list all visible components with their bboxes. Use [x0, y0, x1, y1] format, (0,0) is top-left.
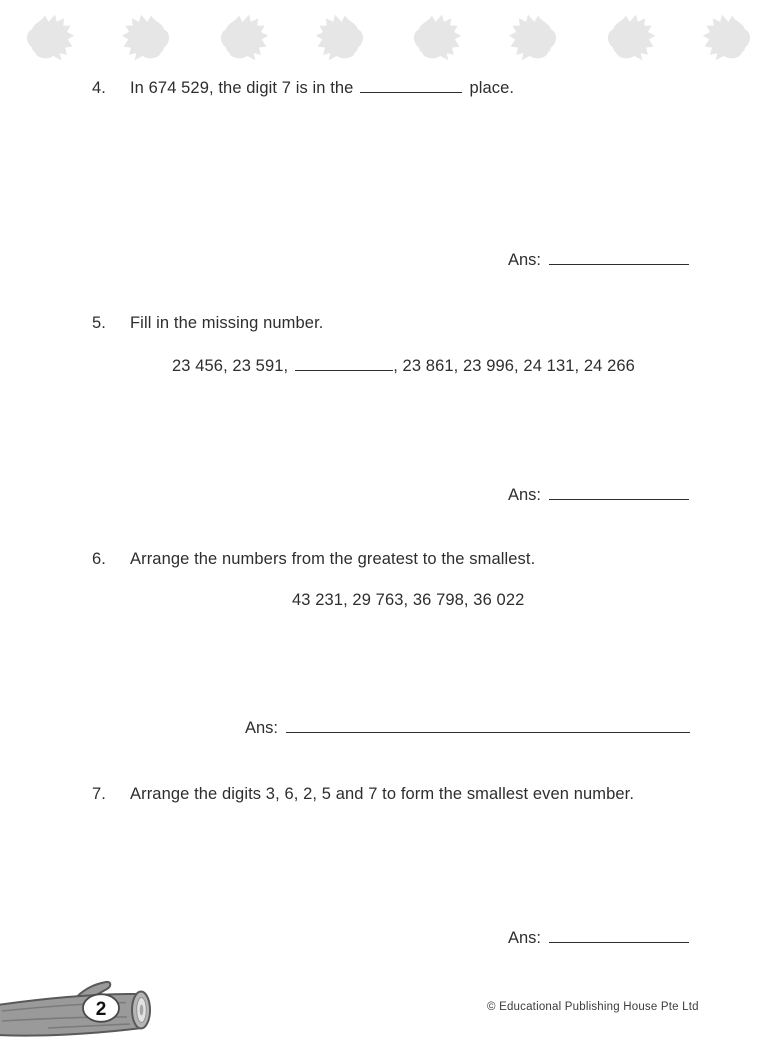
answer-row-7 [508, 928, 689, 948]
copyright-text: © Educational Publishing House Pte Ltd [487, 1001, 699, 1013]
question-5-number: 5. [92, 314, 106, 332]
decor-shape-row [22, 8, 755, 66]
answer-row-4 [508, 250, 689, 270]
page-number-log-icon [0, 980, 155, 1042]
question-5-inline-blank[interactable] [295, 356, 393, 371]
question-5-text: Fill in the missing number. [130, 314, 324, 332]
hedgehog-blob-icon [216, 10, 271, 65]
question-6-text: Arrange the numbers from the greatest to the smallest. [130, 550, 536, 568]
answer-6-blank[interactable] [286, 718, 690, 733]
answer-5-label: Ans: [508, 486, 542, 504]
page-number: 2 [95, 999, 107, 1020]
question-6 [92, 549, 535, 570]
question-4-number: 4. [92, 79, 106, 97]
answer-7-blank[interactable] [549, 928, 689, 943]
answer-5-blank[interactable] [549, 485, 689, 500]
question-7-number: 7. [92, 785, 106, 803]
question-5 [92, 313, 323, 334]
hedgehog-blob-icon [313, 10, 368, 65]
hedgehog-blob-icon [22, 10, 77, 65]
question-5-sequence: 23 456, 23 591, , 23 861, 23 996, 24 131, 24 266 [172, 357, 635, 375]
answer-6-label: Ans: [245, 719, 279, 737]
hedgehog-blob-icon [603, 10, 658, 65]
answer-4-blank[interactable] [549, 250, 689, 265]
question-4-text: In 674 529, the digit 7 is in the place. [130, 79, 515, 97]
answer-7-label: Ans: [508, 929, 542, 947]
question-7 [92, 784, 634, 805]
hedgehog-blob-icon [409, 10, 464, 65]
question-4 [92, 78, 514, 99]
question-4-inline-blank[interactable] [360, 78, 462, 93]
hedgehog-blob-icon [506, 10, 561, 65]
answer-row-6 [245, 718, 690, 738]
question-7-text: Arrange the digits 3, 6, 2, 5 and 7 to form the smallest even number. [130, 785, 635, 803]
answer-row-5 [508, 485, 689, 505]
question-6-number: 6. [92, 550, 106, 568]
hedgehog-blob-icon [700, 10, 755, 65]
hedgehog-blob-icon [119, 10, 174, 65]
question-6-numbers: 43 231, 29 763, 36 798, 36 022 [292, 591, 525, 609]
answer-4-label: Ans: [508, 251, 542, 269]
